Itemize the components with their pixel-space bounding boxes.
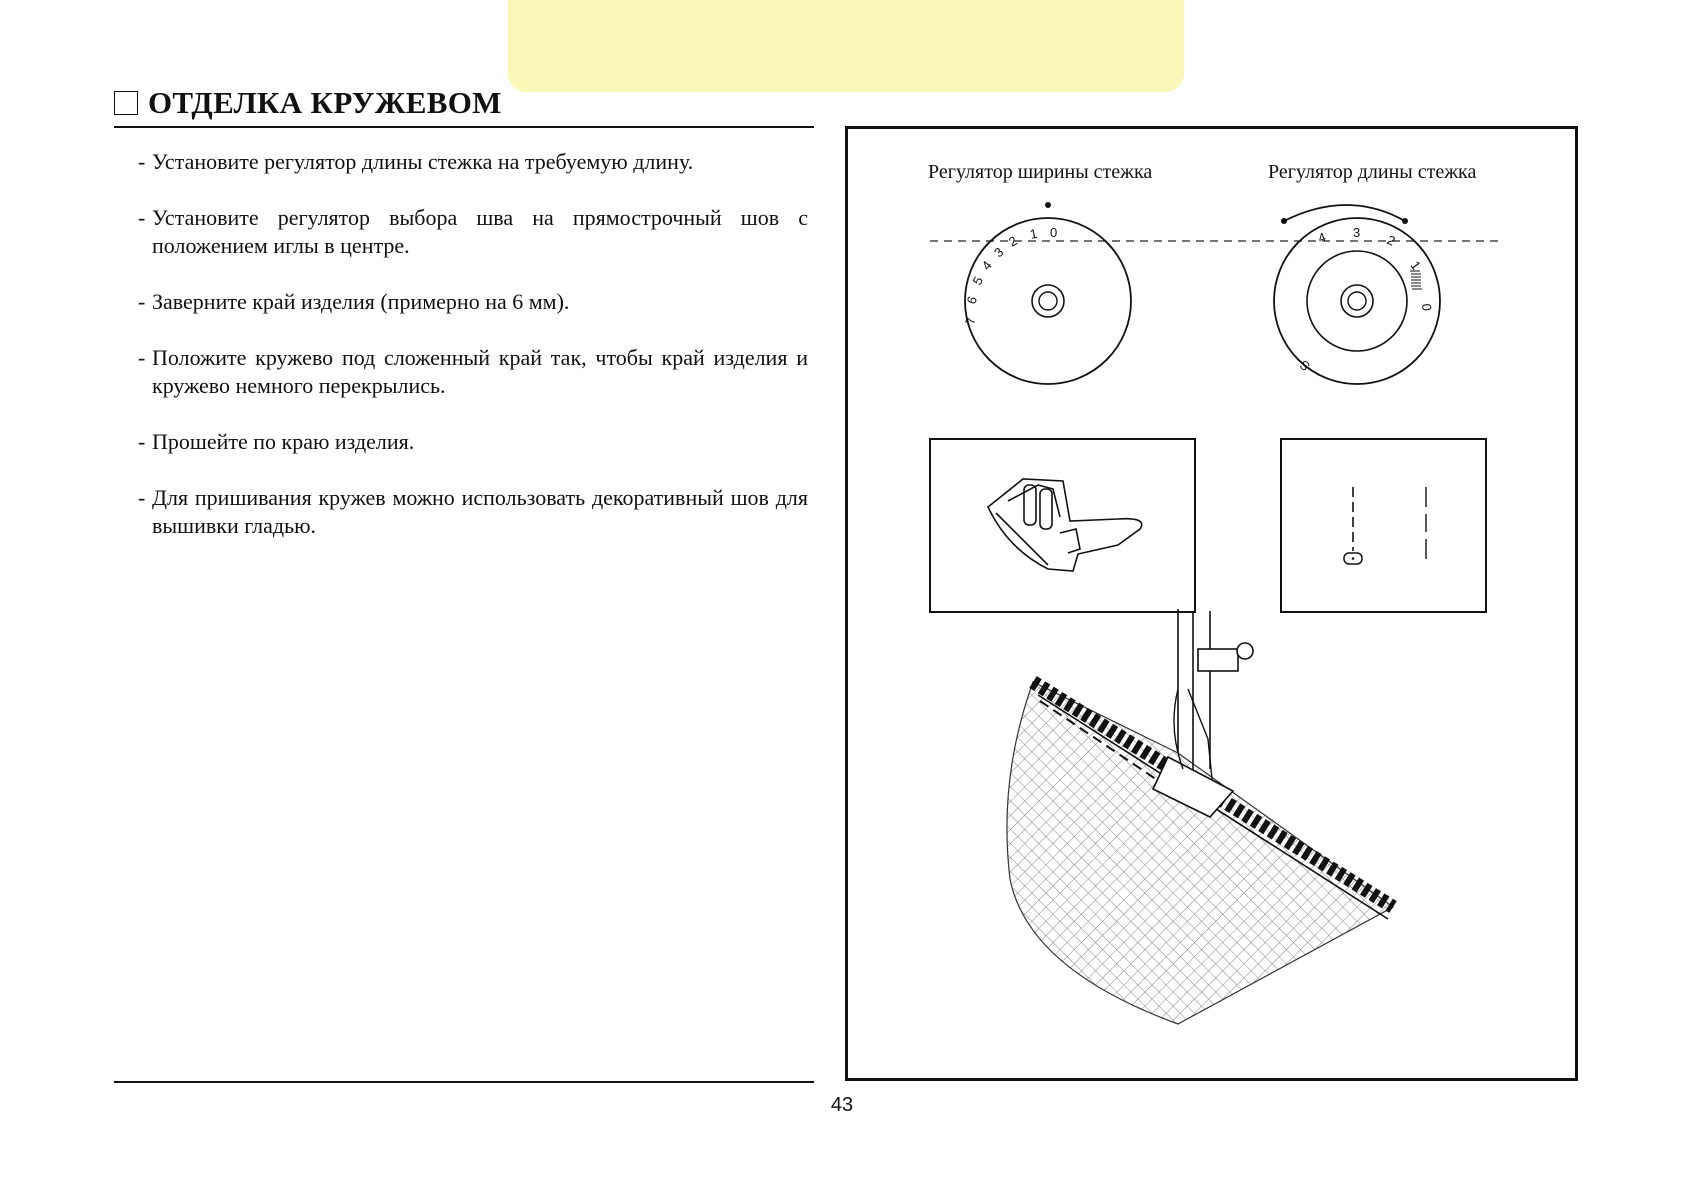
instruction-list — [138, 148, 808, 568]
length-mark: 1 — [1407, 258, 1424, 273]
presser-foot-icon — [988, 479, 1142, 571]
instruction-item — [138, 204, 808, 260]
stitch-pattern-box — [1281, 439, 1486, 612]
instruction-item — [138, 484, 808, 540]
length-dial-label: Регулятор длины стежка — [1268, 161, 1477, 183]
width-mark: 1 — [1028, 225, 1039, 242]
length-mark: 4 — [1315, 229, 1328, 246]
section-title: ОТДЕЛКА КРУЖЕВОМ — [148, 85, 502, 120]
illustration-drawing — [848, 129, 1575, 1078]
presser-foot-box — [930, 439, 1195, 612]
length-mark: 2 — [1384, 232, 1398, 249]
width-mark: 7 — [962, 315, 979, 326]
instruction-text: Установите регулятор выбора шва на прямострочный шов с положением иглы в центре. — [152, 205, 808, 258]
bullet-dash: - — [138, 345, 146, 370]
width-mark: 3 — [990, 244, 1007, 261]
instruction-item — [138, 428, 808, 456]
illustration-panel — [845, 126, 1578, 1081]
width-dial-label: Регулятор ширины стежка — [928, 161, 1153, 183]
bullet-dash: - — [138, 205, 146, 230]
width-mark: 4 — [978, 257, 995, 273]
bullet-dash: - — [138, 289, 146, 314]
bullet-dash: - — [138, 429, 146, 454]
bullet-dash: - — [138, 485, 146, 510]
section-header — [114, 80, 814, 126]
width-mark: 5 — [969, 273, 987, 288]
instruction-text: Положите кружево под сложенный край так, чтобы край изделия и кружево немного перекрылись. — [152, 345, 808, 398]
length-dial — [1274, 205, 1440, 384]
width-mark: 0 — [1050, 225, 1058, 240]
instruction-text: Заверните край изделия (примерно на 6 мм). — [152, 289, 570, 314]
instruction-text: Прошейте по краю изделия. — [152, 429, 415, 454]
checkbox-icon — [114, 91, 138, 115]
fabric-icon — [1007, 682, 1393, 1024]
header-tab — [508, 0, 1184, 92]
page-number: 43 — [830, 1094, 854, 1116]
instruction-text: Установите регулятор длины стежка на требуемую длину. — [152, 149, 694, 174]
width-mark: 2 — [1006, 232, 1020, 250]
length-mark: S — [1296, 357, 1313, 375]
bottom-rule — [114, 1081, 814, 1083]
instruction-item — [138, 288, 808, 316]
title-underline — [114, 126, 814, 128]
length-mark: 3 — [1353, 225, 1361, 240]
instruction-item — [138, 344, 808, 400]
instruction-item — [138, 148, 808, 176]
length-mark: 0 — [1419, 302, 1435, 312]
width-mark: 6 — [963, 294, 981, 306]
bullet-dash: - — [138, 149, 146, 174]
width-dial — [962, 202, 1131, 384]
lace-sewing-illustration — [1007, 609, 1393, 1024]
instruction-text: Для пришивания кружев можно использовать декоративный шов для вышивки гладью. — [152, 485, 808, 538]
